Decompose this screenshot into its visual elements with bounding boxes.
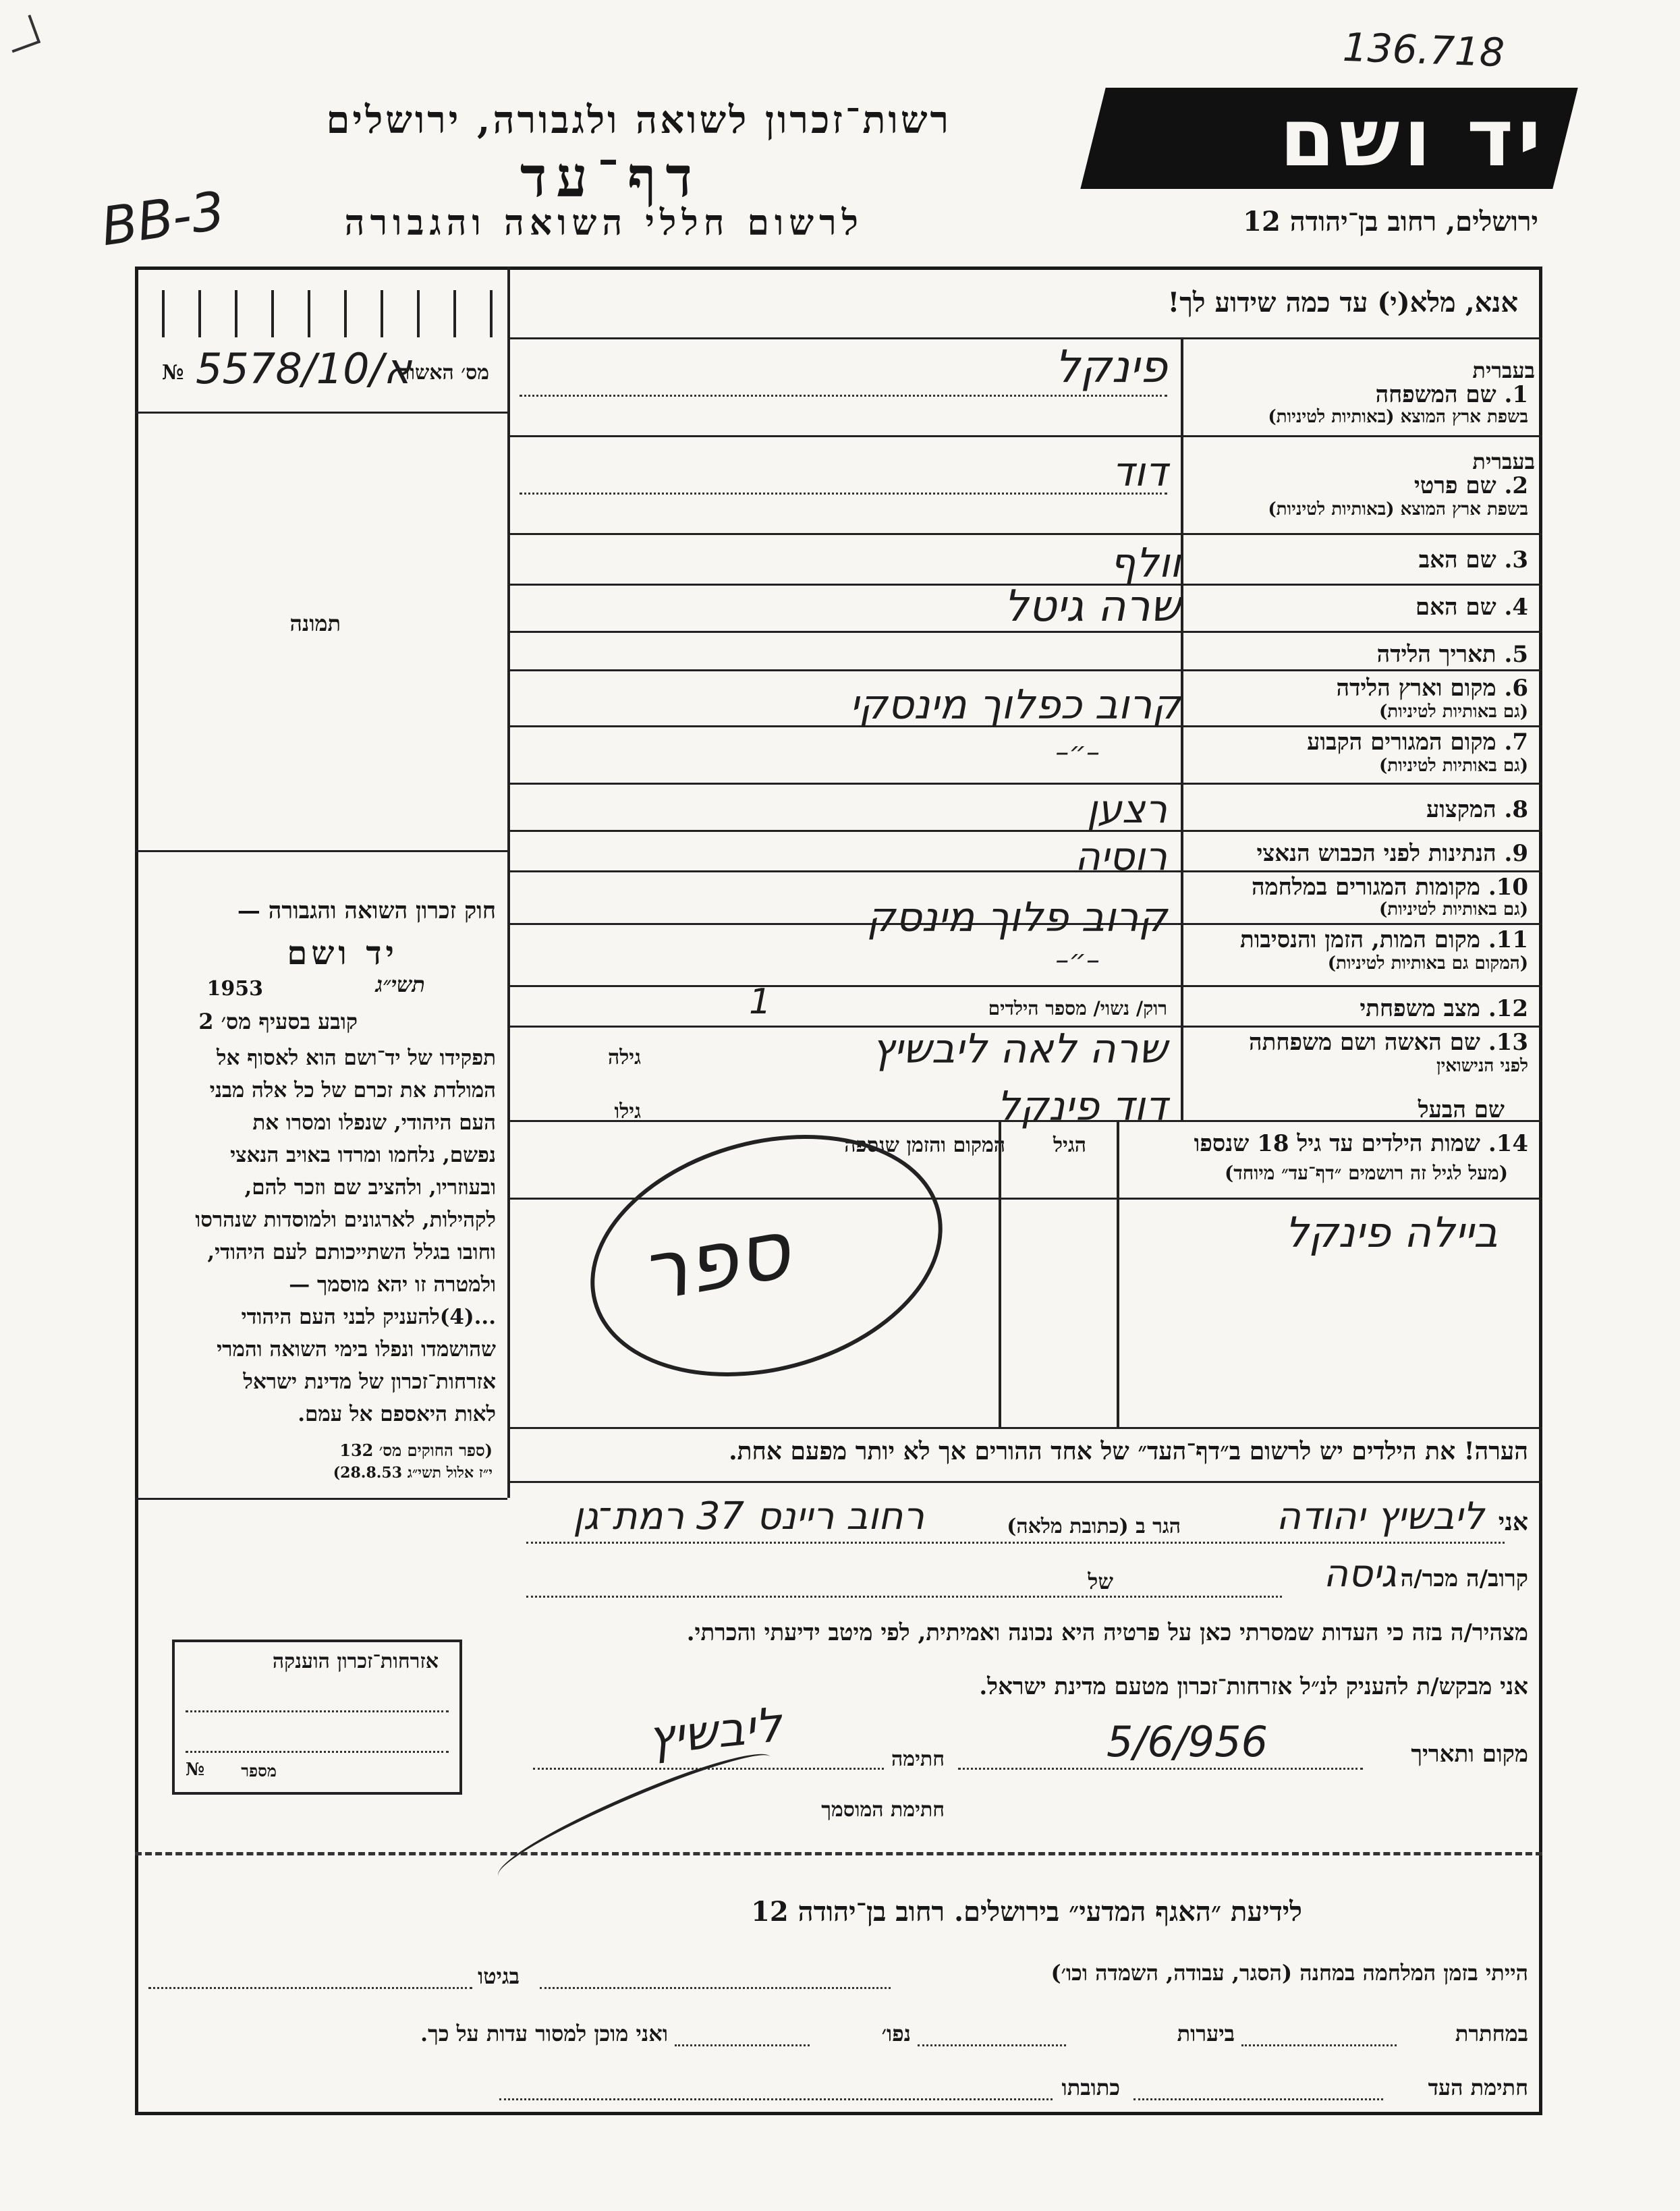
photo-label: תמונה bbox=[289, 611, 341, 636]
field-sublabel: (גם באותיות לטיניות) bbox=[1378, 756, 1528, 776]
relation-label: קרוב/ה מכר/ה bbox=[1400, 1565, 1528, 1592]
law-line: תפקידו של יד־ושם הוא לאסוף אל bbox=[217, 1046, 496, 1070]
perforation-ticks bbox=[162, 290, 499, 337]
field-value[interactable]: –״– bbox=[1055, 737, 1100, 768]
logo-text: יד ושם bbox=[1279, 91, 1545, 184]
citizenship-number-mark: № bbox=[186, 1760, 205, 1780]
field-value[interactable]: וולף bbox=[1109, 540, 1181, 587]
approval-box-line bbox=[135, 412, 507, 414]
bottom-address: כתובתו bbox=[1061, 2075, 1120, 2100]
authority-line: רשות־זכרון לשואה ולגבורה, ירושלים bbox=[326, 98, 951, 142]
field-sublabel: (גם באותיות לטיניות) bbox=[1378, 702, 1528, 722]
law-line: ובעוזריו, ולהציב שם וזכר להם, bbox=[244, 1175, 496, 1200]
label-value-divider bbox=[1181, 337, 1183, 1120]
field-label: 12. מצב משפחתי bbox=[1360, 995, 1528, 1022]
field-label: 10. מקומות המגורים במלחמה bbox=[1251, 874, 1528, 901]
field-label: 1. שם המשפחה bbox=[1375, 381, 1528, 408]
field-label: 6. מקום וארץ הלידה bbox=[1336, 675, 1528, 702]
approval-no-mark: № bbox=[162, 361, 184, 385]
photo-box-line bbox=[135, 850, 507, 852]
signature-label: חתימה bbox=[891, 1747, 945, 1771]
field-value[interactable]: פינקל bbox=[1055, 341, 1167, 393]
law-line: העם היהודי, שנפלו ומסרו את bbox=[252, 1111, 496, 1135]
law-line: ולמטרה זו יהא מוסמך — bbox=[289, 1272, 496, 1297]
citizenship-number-label: מספר bbox=[241, 1761, 277, 1781]
request: אני מבקש/ת להעניק לנ״ל אזרחות־זכרון מטעם מדינת ישראל. bbox=[979, 1673, 1528, 1700]
marital-options: רוק/ נשוי/ מספר הילדים bbox=[988, 997, 1167, 1019]
declaration: מצהיר/ה בזה כי העדות שמסרתי כאן על פרטיה היא נכונה ואמיתית, לפי מיטב ידיעתי והכרתי. bbox=[686, 1619, 1528, 1646]
law-line: נפשם, נלחמו ומרדו באויב הנאצי bbox=[230, 1143, 496, 1167]
signature-value[interactable]: ליבשיץ bbox=[645, 1696, 785, 1766]
folder-code: BB-3 bbox=[97, 180, 229, 258]
child-name[interactable]: ביילה פינקל bbox=[1285, 1208, 1498, 1257]
bottom-line1: הייתי בזמן המלחמה במחנה (הסגר, עבודה, השמדה וכו׳) bbox=[1051, 1960, 1528, 1986]
law-line: ...(4)להעניק לבני העם היהודי bbox=[241, 1305, 496, 1329]
bottom-heading: לידיעת ״האגף המדעי״ בירושלים. רחוב בן־יהודה 12 bbox=[751, 1896, 1302, 1928]
field-label: 11. מקום המות, הזמן והנסיבות bbox=[1239, 926, 1528, 953]
law-name: יד ושם bbox=[287, 934, 398, 972]
law-source: (ספר החוקים מס׳ 132 bbox=[339, 1440, 493, 1460]
field-value[interactable]: קרוב כפלוך מינסקי bbox=[849, 681, 1181, 729]
form-subtitle: לרשום חללי השואה והגבורה bbox=[344, 202, 864, 244]
bottom-willing: ואני מוכן למסור עדות על כך. bbox=[420, 2021, 668, 2046]
field-label: 7. מקום המגורים הקבוע bbox=[1307, 729, 1528, 756]
law-line: אזרחות־זכרון של מדינת ישראל bbox=[243, 1370, 496, 1394]
field-label: 8. המקצוע bbox=[1426, 796, 1528, 823]
field-label: 9. הנתינות לפני הכבוש הנאצי bbox=[1256, 840, 1528, 867]
husband-value[interactable]: דוד פינקל bbox=[997, 1083, 1167, 1130]
husband-label: שם הבעל bbox=[1418, 1096, 1505, 1123]
left-column-divider bbox=[507, 267, 510, 1498]
handwritten-mark: ספר bbox=[634, 1202, 797, 1321]
form-title: דף־עד bbox=[520, 145, 702, 210]
address-label: הגר ב (כתובת מלאה) bbox=[1007, 1515, 1181, 1538]
field-sublabel: בשפת ארץ המוצא (באותיות לטיניות) bbox=[1268, 499, 1528, 520]
header-address: ירושלים, רחוב בן־יהודה 12 bbox=[1243, 206, 1538, 237]
husband-age-label: גילו bbox=[614, 1100, 641, 1123]
field-sublabel: לפני הנישואין bbox=[1436, 1056, 1528, 1076]
relation-of: של bbox=[1088, 1569, 1113, 1594]
children-col-place: המקום והזמן שנספה bbox=[844, 1134, 1005, 1157]
witness-address[interactable]: רחוב ריינס 37 רמת־גן bbox=[573, 1494, 924, 1538]
law-year: 1953 bbox=[206, 977, 263, 1001]
children-col-age: הגיל bbox=[1053, 1134, 1086, 1157]
law-line: לקהילות, לארגונים ולמוסדות שנהרסו bbox=[195, 1208, 496, 1232]
field-value[interactable]: רוסיה bbox=[1074, 833, 1167, 879]
bottom-ghetto: בגיטו bbox=[478, 1963, 520, 1989]
citizenship-title: אזרחות־זכרון הוענקה bbox=[272, 1650, 439, 1673]
tear-off-line bbox=[135, 1852, 1542, 1855]
bottom-underground: במחתרת bbox=[1455, 2021, 1528, 2046]
law-heading: חוק זכרון השואה והגבורה — bbox=[237, 897, 496, 924]
left-column-bottom bbox=[135, 1498, 507, 1500]
note-text: הערה! את הילדים יש לרשום ב״דף־העד״ של אחד ההורים אך לא יותר מפעם אחת. bbox=[729, 1437, 1528, 1465]
bottom-witness-signature: חתימת העד bbox=[1428, 2075, 1528, 2100]
witness-prefix: אני bbox=[1498, 1508, 1528, 1536]
field-label: 5. תאריך הלידה bbox=[1376, 641, 1528, 668]
field-value[interactable]: רצען bbox=[1086, 786, 1167, 832]
field-sublabel: בשפת ארץ המוצא (באותיות לטיניות) bbox=[1268, 407, 1528, 427]
law-source-date: י״ז אלול תשי״ג 28.8.53) bbox=[333, 1464, 493, 1482]
corner-mark bbox=[3, 15, 40, 53]
law-line: שהושמדו ונפלו בימי השואה והמרי bbox=[217, 1337, 496, 1362]
date-value[interactable]: 5/6/956 bbox=[1107, 1717, 1268, 1766]
field-sublabel: (המקום גם באותיות לטיניות) bbox=[1327, 953, 1528, 974]
witness-name[interactable]: ליבשיץ יהודה bbox=[1276, 1494, 1484, 1538]
field-value[interactable]: קרוב פלוך מינסק bbox=[866, 894, 1167, 941]
in-hebrew-label: בעברית bbox=[1472, 358, 1535, 383]
children-count[interactable]: 1 bbox=[749, 982, 772, 1022]
field-value[interactable]: שרה גיטל bbox=[1003, 582, 1181, 632]
law-line: המולדת את זכרם של כל אלה מבני bbox=[209, 1078, 496, 1102]
field-value[interactable]: שרה לאה ליבשיץ bbox=[872, 1026, 1167, 1073]
field-value[interactable]: דוד bbox=[1112, 449, 1167, 496]
law-year-hebrew: תשי״ג bbox=[375, 972, 425, 997]
field-sublabel: (גם באותיות לטיניות) bbox=[1378, 899, 1528, 920]
intro-separator bbox=[507, 337, 1542, 339]
field-value[interactable]: –״– bbox=[1055, 945, 1100, 976]
field-label: 2. שם פרטי bbox=[1413, 472, 1528, 499]
archive-number: 136.718 bbox=[1341, 24, 1505, 76]
in-hebrew-label: בעברית bbox=[1472, 449, 1535, 474]
field-label: 13. שם האשה ושם משפחתה bbox=[1249, 1029, 1528, 1056]
field-label: 4. שם האם bbox=[1415, 594, 1528, 621]
intro-text: אנא, מלא(י) עד כמה שידוע לך! bbox=[1167, 287, 1518, 318]
law-line: וחובו בגלל השתייכותם לעם היהודי, bbox=[207, 1240, 496, 1264]
law-clause: קובע בסעיף מס׳ 2 bbox=[198, 1009, 358, 1034]
age-label: גילה bbox=[607, 1046, 641, 1069]
approval-number: א/5578/10 bbox=[196, 344, 412, 393]
children-sublabel: (מעל לגיל זה רושמים ״דף־עד״ מיוחד) bbox=[1224, 1162, 1508, 1184]
place-date-label: מקום ותאריך bbox=[1411, 1741, 1528, 1768]
children-label: 14. שמות הילדים עד גיל 18 שנספו bbox=[1194, 1130, 1528, 1157]
bottom-fled: נפו׳ bbox=[881, 2021, 911, 2046]
official-signature-label: חתימת המוסמך bbox=[821, 1798, 945, 1822]
field-label: 3. שם האב bbox=[1418, 547, 1528, 573]
relation-value[interactable]: גיסה bbox=[1323, 1552, 1397, 1596]
approval-label: מס׳ האשור bbox=[399, 361, 489, 385]
law-line: לאות היאספם אל עמם. bbox=[298, 1402, 496, 1426]
bottom-forests: ביערות bbox=[1177, 2021, 1235, 2046]
